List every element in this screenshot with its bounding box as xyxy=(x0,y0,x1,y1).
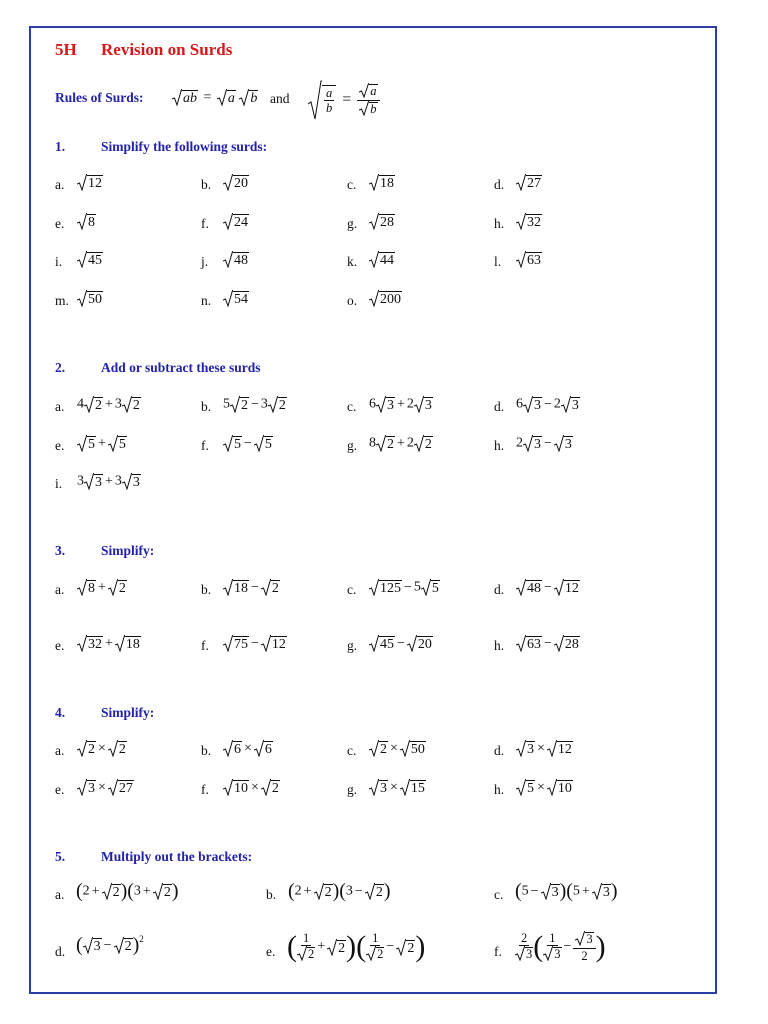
expression-1-j xyxy=(223,251,249,268)
expression-3-c: 125 − 5 5 xyxy=(369,579,440,596)
item-label: c. xyxy=(347,582,357,597)
radical: 32 xyxy=(77,635,103,652)
item-label: h. xyxy=(494,782,505,797)
expression-3-h: 63 − 28 xyxy=(516,635,580,652)
radical: 3 xyxy=(561,396,580,413)
radical: 5 xyxy=(108,435,127,452)
item-label: i. xyxy=(55,254,63,269)
radical: 2 xyxy=(108,740,127,757)
rule-quotient: $\frac{a}{b}$ = $\frac{a}{b}$ xyxy=(308,80,380,120)
radical: 27 xyxy=(516,174,542,191)
radical: 3 xyxy=(376,396,395,413)
item-label: e. xyxy=(266,944,276,959)
radical: 2 xyxy=(230,396,249,413)
item-label: l. xyxy=(494,254,502,269)
radical: 50 xyxy=(77,290,103,307)
expression-2-f: 5 − 5 xyxy=(223,435,273,452)
item-label: j. xyxy=(201,254,209,269)
expression-1-f xyxy=(223,213,249,230)
radical: 63 xyxy=(516,635,542,652)
section-4-title: Simplify: xyxy=(101,705,155,720)
expression-2-g: 8 2 + 2 2 xyxy=(369,435,432,452)
section-3-number: 3. xyxy=(55,543,66,558)
item-label: h. xyxy=(494,438,505,453)
item-label: a. xyxy=(55,399,65,414)
item-label: b. xyxy=(201,743,212,758)
item-label: e. xyxy=(55,638,65,653)
expression-5b: (2 + 2 )(3 − 2 ) xyxy=(288,880,391,902)
radical: 45 xyxy=(77,251,103,268)
expression-5e: ( $\frac{1}{2}$ + 2 )( $\frac{1}{2}$ − 2 ) xyxy=(287,930,426,963)
radical: 2 xyxy=(261,579,280,596)
radical: 18 xyxy=(223,579,249,596)
section-1-title: Simplify the following surds: xyxy=(101,139,268,154)
expression-1-g xyxy=(369,213,395,230)
radical: 3 xyxy=(84,473,103,490)
expression-1-i xyxy=(77,251,103,268)
expression-3-a: 8 + 2 xyxy=(77,579,127,596)
expression-3-d: 48 − 12 xyxy=(516,579,580,596)
radical: 28 xyxy=(554,635,580,652)
item-label: d. xyxy=(494,582,505,597)
item-label: b. xyxy=(201,582,212,597)
section-5-number: 5. xyxy=(55,849,66,864)
item-label: c. xyxy=(494,887,504,902)
radical: 2 xyxy=(268,396,287,413)
radical: 18 xyxy=(115,635,141,652)
radical: 6 xyxy=(254,740,273,757)
item-label: g. xyxy=(347,782,358,797)
radical: 45 xyxy=(369,635,395,652)
radical: 3 xyxy=(369,779,388,796)
item-label: a. xyxy=(55,177,65,192)
radical: a xyxy=(217,89,236,106)
expression-4-a: 2 × 2 xyxy=(77,740,127,757)
expression-1-l xyxy=(516,251,542,268)
expression-1-k xyxy=(369,251,395,268)
item-label: n. xyxy=(201,293,212,308)
expression-1-e xyxy=(77,213,96,230)
radical: 2 xyxy=(77,740,96,757)
expression-2-a: 4 2 + 3 2 xyxy=(77,396,140,413)
radical: 18 xyxy=(369,174,395,191)
item-label: b. xyxy=(201,177,212,192)
radical: 200 xyxy=(369,290,402,307)
item-label: d. xyxy=(55,944,66,959)
expression-3-e: 32 + 18 xyxy=(77,635,141,652)
item-label: d. xyxy=(494,177,505,192)
expression-2-b: 5 2 − 3 2 xyxy=(223,396,286,413)
radical: 48 xyxy=(516,579,542,596)
item-label: g. xyxy=(347,438,358,453)
item-label: c. xyxy=(347,177,357,192)
expression-2-h: 2 3 − 3 xyxy=(516,435,572,452)
expression-5f: $\frac{2}{3}$ ( $\frac{1}{3}$ − $\frac{3}{2}$ ) xyxy=(515,930,606,964)
expression-5d: ( 3 − 2 )$^2$ xyxy=(76,934,144,956)
item-label: g. xyxy=(347,638,358,653)
expression-4-h: 5 × 10 xyxy=(516,779,573,796)
radical: 12 xyxy=(554,579,580,596)
item-label: g. xyxy=(347,216,358,231)
radical: 6 xyxy=(223,740,242,757)
item-label: a. xyxy=(55,743,65,758)
expression-2-d: 6 3 − 2 3 xyxy=(516,396,579,413)
item-label: i. xyxy=(55,476,63,491)
radical: 3 xyxy=(554,435,573,452)
item-label: b. xyxy=(201,399,212,414)
item-label: m. xyxy=(55,293,69,308)
item-label: h. xyxy=(494,216,505,231)
radical: 125 xyxy=(369,579,402,596)
radical: 2 xyxy=(122,396,141,413)
radical: 2 xyxy=(108,579,127,596)
radical: 15 xyxy=(400,779,426,796)
worksheet-number: 5H xyxy=(55,40,77,59)
expression-5c: (5 − 3 )(5 + 3 ) xyxy=(515,880,618,902)
item-label: a. xyxy=(55,887,65,902)
radical: 63 xyxy=(516,251,542,268)
item-label: b. xyxy=(266,887,277,902)
radical: 10 xyxy=(223,779,249,796)
expression-1-d xyxy=(516,174,542,191)
section-2-number: 2. xyxy=(55,360,66,375)
radical: 48 xyxy=(223,251,249,268)
expression-1-h xyxy=(516,213,542,230)
radical: b xyxy=(239,89,258,106)
expression-1-n xyxy=(223,290,249,307)
item-label: c. xyxy=(347,399,357,414)
section-2-title: Add or subtract these surds xyxy=(101,360,261,375)
radical: 50 xyxy=(400,740,426,757)
expression-4-e: 3 × 27 xyxy=(77,779,134,796)
radical: 3 xyxy=(77,779,96,796)
radical: 12 xyxy=(547,740,573,757)
radical: 5 xyxy=(77,435,96,452)
radical: 2 xyxy=(84,396,103,413)
radical: 10 xyxy=(547,779,573,796)
radical: 5 xyxy=(516,779,535,796)
radical: 75 xyxy=(223,635,249,652)
radical: 3 xyxy=(414,396,433,413)
radical: 3 xyxy=(516,740,535,757)
expression-1-o xyxy=(369,290,402,307)
radical: 3 xyxy=(122,473,141,490)
item-label: a. xyxy=(55,582,65,597)
section-5-title: Multiply out the brackets: xyxy=(101,849,253,864)
radical: 12 xyxy=(261,635,287,652)
rules-label: Rules of Surds: xyxy=(55,90,144,105)
radical: 5 xyxy=(421,579,440,596)
radical: 3 xyxy=(523,435,542,452)
item-label: f. xyxy=(201,782,209,797)
item-label: o. xyxy=(347,293,358,308)
expression-3-g: 45 − 20 xyxy=(369,635,433,652)
section-3-title: Simplify: xyxy=(101,543,155,558)
expression-3-f: 75 − 12 xyxy=(223,635,287,652)
item-label: f. xyxy=(201,638,209,653)
item-label: d. xyxy=(494,399,505,414)
item-label: e. xyxy=(55,438,65,453)
radical: 2 xyxy=(376,435,395,452)
item-label: f. xyxy=(201,216,209,231)
expression-4-g: 3 × 15 xyxy=(369,779,426,796)
expression-1-m xyxy=(77,290,103,307)
radical: 12 xyxy=(77,174,103,191)
expression-1-a xyxy=(77,174,103,191)
section-4-number: 4. xyxy=(55,705,66,720)
item-label: f. xyxy=(201,438,209,453)
expression-2-c: 6 3 + 2 3 xyxy=(369,396,432,413)
radical: 5 xyxy=(254,435,273,452)
radical: 27 xyxy=(108,779,134,796)
expression-3-b: 18 − 2 xyxy=(223,579,280,596)
worksheet-title: Revision on Surds xyxy=(101,40,233,59)
item-label: f. xyxy=(494,944,502,959)
radical: 20 xyxy=(407,635,433,652)
item-label: d. xyxy=(494,743,505,758)
item-label: k. xyxy=(347,254,358,269)
expression-1-c xyxy=(369,174,395,191)
radical: 2 xyxy=(261,779,280,796)
rules-joiner: and xyxy=(270,91,290,106)
radical: 5 xyxy=(223,435,242,452)
radical: 20 xyxy=(223,174,249,191)
expression-2-i: 3 3 + 3 3 xyxy=(77,473,140,490)
expression-4-c: 2 × 50 xyxy=(369,740,426,757)
radical: 28 xyxy=(369,213,395,230)
radical: 3 xyxy=(523,396,542,413)
expression-1-b xyxy=(223,174,249,191)
item-label: e. xyxy=(55,216,65,231)
radical: 32 xyxy=(516,213,542,230)
radical: 24 xyxy=(223,213,249,230)
item-label: h. xyxy=(494,638,505,653)
item-label: c. xyxy=(347,743,357,758)
expression-4-d: 3 × 12 xyxy=(516,740,573,757)
radical: 8 xyxy=(77,579,96,596)
radical: 2 xyxy=(369,740,388,757)
radical: 2 xyxy=(414,435,433,452)
expression-2-e: 5 + 5 xyxy=(77,435,127,452)
radical: ab xyxy=(172,89,198,106)
section-1-number: 1. xyxy=(55,139,66,154)
expression-4-f: 10 × 2 xyxy=(223,779,280,796)
item-label: e. xyxy=(55,782,65,797)
expression-4-b: 6 × 6 xyxy=(223,740,273,757)
expression-5a: (2 + 2 )(3 + 2 ) xyxy=(76,880,179,902)
radical: 54 xyxy=(223,290,249,307)
radical: 44 xyxy=(369,251,395,268)
radical: 8 xyxy=(77,213,96,230)
rule-product: ab = a b xyxy=(172,89,258,106)
